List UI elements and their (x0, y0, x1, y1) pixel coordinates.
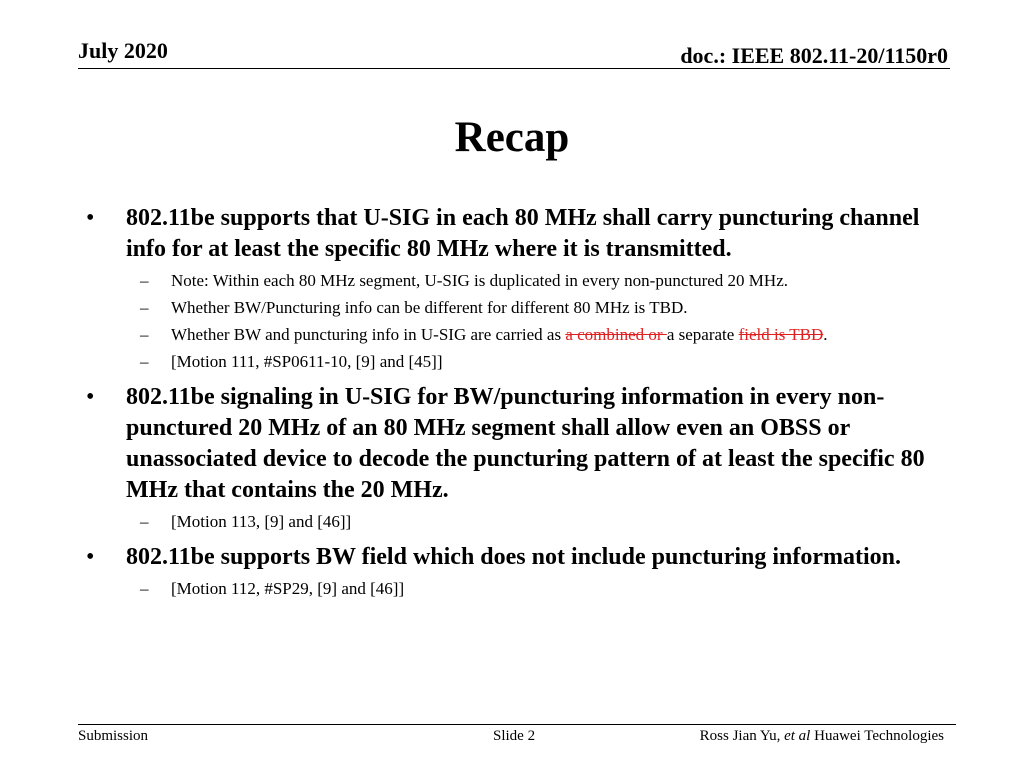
author-name: Ross Jian Yu, (699, 728, 785, 744)
dash-marker: – (140, 579, 149, 598)
sub-item-text: [Motion 113, [9] and [46]] (171, 512, 352, 531)
bullet-2-text: 802.11be signaling in U-SIG for BW/puncturing information in every non-punctured 20 MHz of an 80 MHz segment shall allow even an OBSS or unassociated device to decode the puncturing pattern of at least the specific 80 MHz that contains the 20 MHz. (126, 384, 925, 503)
bullet-1 (80, 203, 950, 265)
dash-marker: – (140, 325, 149, 344)
sub-item-text: Whether BW and puncturing info in U-SIG are carried as (171, 325, 566, 344)
slide-body (80, 203, 950, 609)
author-org: Huawei Technologies (810, 728, 944, 744)
header-divider (78, 68, 950, 69)
footer-author (700, 728, 944, 745)
sub-item-text: [Motion 111, #SP0611-10, [9] and [45]] (171, 352, 443, 371)
sub-item-text: . (823, 325, 828, 344)
bullet-dot: • (86, 384, 95, 410)
bullet-dot: • (86, 544, 95, 570)
sub-item-text: Note: Within each 80 MHz segment, U-SIG is duplicated in every non-punctured 20 MHz. (171, 271, 788, 290)
sub-item-text: a separate (666, 325, 739, 344)
bullet-dot: • (86, 205, 95, 231)
sub-item-text: [Motion 112, #SP29, [9] and [46]] (171, 579, 405, 598)
dash-marker: – (140, 298, 149, 317)
bullet-1-subitems (80, 269, 950, 374)
bullet-3-subitems (80, 577, 950, 601)
footer-divider (78, 724, 956, 725)
footer-submission: Submission (78, 728, 149, 744)
sub-item (80, 350, 950, 374)
dash-marker: – (140, 352, 149, 371)
sub-item (80, 510, 950, 534)
slide-title: Recap (454, 114, 570, 161)
sub-item (80, 577, 950, 601)
author-et-al: et al (784, 728, 811, 744)
slide-number: Slide 2 (493, 728, 536, 744)
dash-marker: – (140, 271, 149, 290)
sub-item-text: Whether BW/Puncturing info can be different for different 80 MHz is TBD. (171, 298, 688, 317)
bullet-1-text: 802.11be supports that U-SIG in each 80 MHz shall carry puncturing channel info for at least the specific 80 MHz where it is transmitted. (126, 205, 920, 262)
bullet-3-text: 802.11be supports BW field which does not include puncturing information. (126, 544, 902, 570)
bullet-2-subitems (80, 510, 950, 534)
header-doc-id: doc.: IEEE 802.11-20/1150r0 (680, 43, 948, 68)
dash-marker: – (140, 512, 149, 531)
sub-item (80, 269, 950, 293)
struck-text: field is TBD (738, 325, 824, 344)
sub-item (80, 323, 950, 347)
struck-text: a combined or (565, 325, 667, 344)
bullet-2 (80, 382, 950, 506)
sub-item (80, 296, 950, 320)
bullet-3 (80, 542, 950, 573)
header-date: July 2020 (78, 38, 168, 63)
